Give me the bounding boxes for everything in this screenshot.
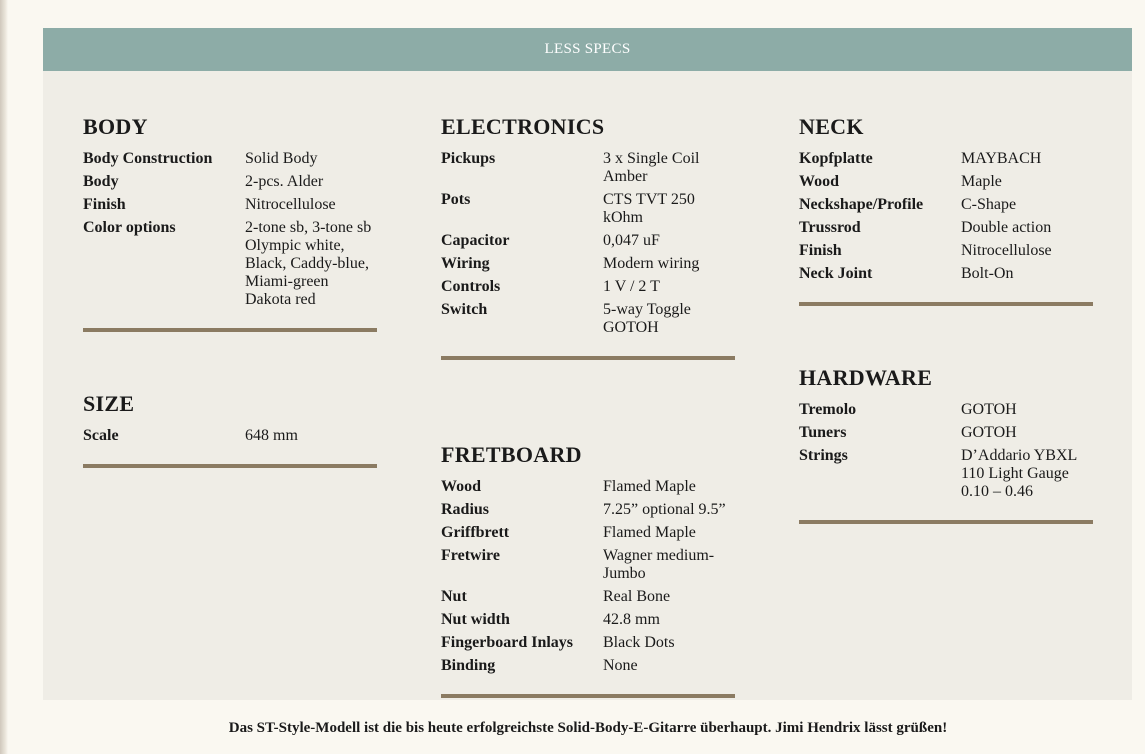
spec-row: [83, 427, 377, 450]
spec-value: Wagner medium-Jumbo: [603, 547, 715, 582]
spec-row: [441, 301, 735, 342]
spec-value: Maple: [961, 173, 1002, 190]
spec-label: Trussrod: [799, 219, 861, 236]
spec-label: Nut: [441, 588, 467, 605]
spec-row: [441, 150, 735, 191]
spec-label: Controls: [441, 278, 501, 295]
spec-value: Nitrocellulose: [961, 242, 1052, 259]
spec-value: Black Dots: [603, 634, 675, 651]
spec-value: MAYBACH: [961, 150, 1042, 167]
section-hardware: [799, 365, 1093, 524]
section-size: [83, 391, 377, 468]
section-body: [83, 114, 377, 332]
spec-label: Finish: [799, 242, 842, 259]
specs-column-right: [799, 114, 1093, 524]
specs-panel: [43, 71, 1132, 700]
spec-value: Flamed Maple: [603, 524, 696, 541]
spec-value: Bolt-On: [961, 265, 1014, 282]
section-title-body: BODY: [83, 114, 148, 139]
spec-row: [799, 424, 1093, 447]
spec-value: 1 V / 2 T: [603, 278, 660, 295]
spec-value: Real Bone: [603, 588, 671, 605]
specs-column-left: [83, 114, 377, 468]
spec-label: Wood: [441, 478, 482, 495]
spec-label: Griffbrett: [441, 524, 510, 541]
spec-row: [799, 173, 1093, 196]
spec-value: CTS TVT 250 kOhm: [603, 191, 695, 226]
spec-value: 0,047 uF: [603, 232, 660, 249]
section-fretboard: [441, 442, 735, 698]
spec-label: Neckshape/Profile: [799, 196, 924, 213]
specs-table-fretboard: [441, 478, 735, 680]
spec-value: 42.8 mm: [603, 611, 660, 628]
spec-label: Pickups: [441, 150, 496, 167]
spec-value: Flamed Maple: [603, 478, 696, 495]
section-title-size: SIZE: [83, 391, 135, 416]
spec-row: [441, 501, 735, 524]
spec-row: [799, 447, 1093, 506]
specs-table-size: [83, 427, 377, 450]
spec-label: Switch: [441, 301, 488, 318]
spec-value: Modern wiring: [603, 255, 700, 272]
spec-row: [441, 255, 735, 278]
spec-value: D’Addario YBXL 110 Light Gauge 0.10 – 0.46: [961, 447, 1077, 500]
spec-row: [799, 242, 1093, 265]
spec-label: Radius: [441, 501, 490, 518]
section-divider: [83, 464, 377, 468]
spec-label: Wiring: [441, 255, 490, 272]
spec-row: [441, 478, 735, 501]
spec-label: Neck Joint: [799, 265, 873, 282]
spec-row: [83, 173, 377, 196]
spec-value: C-Shape: [961, 196, 1017, 213]
spec-row: [799, 265, 1093, 288]
section-title-fretboard: FRETBOARD: [441, 442, 582, 467]
spec-row: [83, 196, 377, 219]
spec-row: [441, 232, 735, 255]
spec-row: [441, 657, 735, 680]
spec-row: [441, 634, 735, 657]
spec-value: None: [603, 657, 638, 674]
spec-row: [799, 150, 1093, 173]
spec-row: [441, 191, 735, 232]
spec-label: Fretwire: [441, 547, 500, 564]
section-neck: [799, 114, 1093, 306]
section-title-hardware: HARDWARE: [799, 365, 933, 390]
spec-row: [83, 150, 377, 173]
spec-row: [799, 219, 1093, 242]
spec-value: 2-pcs. Alder: [245, 173, 324, 190]
spec-row: [441, 611, 735, 634]
page-edge-shadow: [0, 0, 8, 754]
section-divider: [441, 694, 735, 698]
spec-value: 648 mm: [245, 427, 298, 444]
spec-label: Kopfplatte: [799, 150, 873, 167]
spec-label: Nut width: [441, 611, 510, 628]
spec-value: 5-way Toggle GOTOH: [603, 301, 691, 336]
spec-label: Scale: [83, 427, 119, 444]
spec-value: 7.25” optional 9.5”: [603, 501, 726, 518]
spec-value: 2-tone sb, 3-tone sb Olympic white, Black, Caddy-blue, Miami-green Dakota red: [245, 219, 372, 308]
spec-label: Binding: [441, 657, 496, 674]
specs-table-neck: [799, 150, 1093, 288]
less-specs-toggle[interactable]: LESS SPECS: [43, 28, 1132, 71]
spec-label: Fingerboard Inlays: [441, 634, 574, 651]
spec-label: Tuners: [799, 424, 847, 441]
section-title-electronics: ELECTRONICS: [441, 114, 605, 139]
spec-value: Double action: [961, 219, 1052, 236]
specs-table-hardware: [799, 401, 1093, 506]
spec-value: GOTOH: [961, 401, 1017, 418]
specs-table-body: [83, 150, 377, 314]
spec-value: Nitrocellulose: [245, 196, 336, 213]
spec-row: [441, 524, 735, 547]
footer-tagline: Das ST-Style-Modell ist die bis heute erfolgreichste Solid-Body-E-Gitarre überhaupt. Jimi Hendrix lässt grüßen!: [228, 720, 948, 736]
spec-row: [799, 401, 1093, 424]
spec-label: Body Construction: [83, 150, 213, 167]
spec-row: [441, 588, 735, 611]
spec-label: Strings: [799, 447, 848, 464]
specs-table-electronics: [441, 150, 735, 342]
spec-value: 3 x Single Coil Amber: [603, 150, 700, 185]
spec-label: Color options: [83, 219, 176, 236]
spec-label: Capacitor: [441, 232, 510, 249]
spec-row: [799, 196, 1093, 219]
spec-row: [441, 278, 735, 301]
spec-label: Tremolo: [799, 401, 857, 418]
spec-row: [83, 219, 377, 314]
specs-column-middle: [441, 114, 735, 698]
section-electronics: [441, 114, 735, 360]
section-divider: [799, 520, 1093, 524]
section-title-neck: NECK: [799, 114, 864, 139]
spec-label: Finish: [83, 196, 126, 213]
spec-label: Pots: [441, 191, 471, 208]
spec-label: Body: [83, 173, 119, 190]
spec-label: Wood: [799, 173, 840, 190]
spec-value: GOTOH: [961, 424, 1017, 441]
spec-value: Solid Body: [245, 150, 318, 167]
spec-row: [441, 547, 735, 588]
